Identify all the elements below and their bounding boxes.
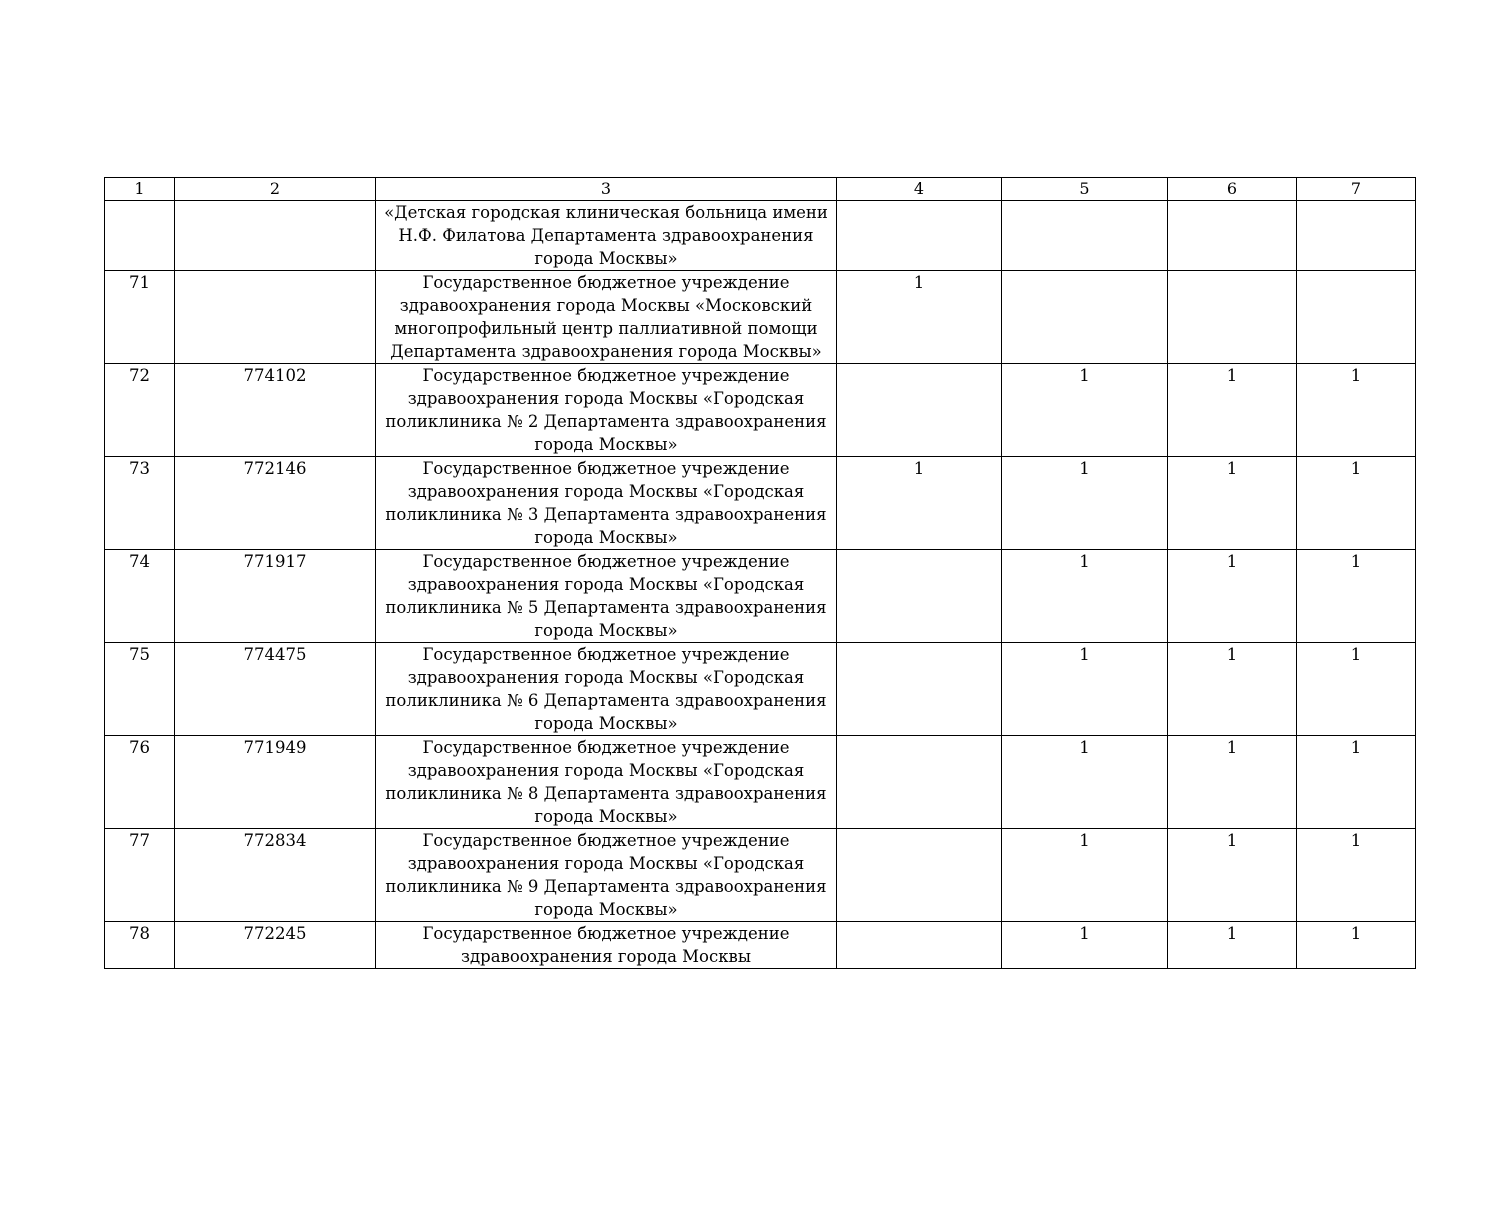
column-4-cell [837, 550, 1002, 643]
column-6-cell: 1 [1168, 550, 1297, 643]
column-7-cell: 1 [1297, 643, 1416, 736]
institution-name-line: здравоохранения города Москвы [461, 947, 751, 966]
column-5-cell: 1 [1002, 364, 1168, 457]
institution-name-line: здравоохранения города Москвы «Городская [407, 761, 805, 780]
institution-name-cell [376, 364, 837, 457]
institution-name-line: поликлиника № 9 Департамента здравоохранения [385, 877, 827, 896]
institution-name-line: поликлиника № 5 Департамента здравоохранения [385, 598, 827, 617]
column-5-cell: 1 [1002, 457, 1168, 550]
row-number-cell: 73 [105, 457, 175, 550]
row-number-cell: 76 [105, 736, 175, 829]
column-6-cell: 1 [1168, 364, 1297, 457]
row-number-cell: 75 [105, 643, 175, 736]
code-cell: 772146 [175, 457, 376, 550]
column-5-cell: 1 [1002, 736, 1168, 829]
row-number-cell: 71 [105, 271, 175, 364]
institution-name-line: «Детская городская клиническая больница имени [384, 203, 828, 222]
column-4-cell [837, 736, 1002, 829]
institution-name-line: Государственное бюджетное учреждение [422, 366, 790, 385]
column-6-cell: 1 [1168, 829, 1297, 922]
column-5-cell [1002, 271, 1168, 364]
column-5-cell: 1 [1002, 922, 1168, 969]
column-5-cell: 1 [1002, 829, 1168, 922]
column-6-cell: 1 [1168, 922, 1297, 969]
table-row [105, 643, 1416, 736]
column-6-cell: 1 [1168, 643, 1297, 736]
code-cell: 771917 [175, 550, 376, 643]
data-table [104, 177, 1416, 969]
column-6-cell [1168, 201, 1297, 271]
code-cell: 774102 [175, 364, 376, 457]
column-7-cell: 1 [1297, 457, 1416, 550]
institution-name-cell [376, 922, 837, 969]
institution-name-line: здравоохранения города Москвы «Городская [407, 854, 805, 873]
column-header-1: 1 [105, 178, 175, 201]
institution-name-line: города Москвы» [534, 435, 678, 454]
institution-name-cell [376, 201, 837, 271]
institution-name-cell [376, 550, 837, 643]
institution-name-line: поликлиника № 3 Департамента здравоохранения [385, 505, 827, 524]
institution-name-line: города Москвы» [534, 714, 678, 733]
column-7-cell [1297, 201, 1416, 271]
column-6-cell: 1 [1168, 736, 1297, 829]
column-header-7: 7 [1297, 178, 1416, 201]
column-4-cell: 1 [837, 457, 1002, 550]
institution-name-line: города Москвы» [534, 900, 678, 919]
column-7-cell: 1 [1297, 829, 1416, 922]
column-header-6: 6 [1168, 178, 1297, 201]
table-row [105, 550, 1416, 643]
table-row [105, 364, 1416, 457]
table-row [105, 201, 1416, 271]
table-row [105, 271, 1416, 364]
column-4-cell: 1 [837, 271, 1002, 364]
institution-name-line: здравоохранения города Москвы «Московский [399, 296, 813, 315]
institution-name-line: Государственное бюджетное учреждение [422, 831, 790, 850]
institution-name-line: здравоохранения города Москвы «Городская [407, 389, 805, 408]
institution-name-line: многопрофильный центр паллиативной помощи [394, 319, 818, 338]
table-body [105, 201, 1416, 969]
institution-name-line: Государственное бюджетное учреждение [422, 738, 790, 757]
column-6-cell [1168, 271, 1297, 364]
column-5-cell: 1 [1002, 550, 1168, 643]
code-cell: 771949 [175, 736, 376, 829]
column-4-cell [837, 922, 1002, 969]
institution-name-line: Государственное бюджетное учреждение [422, 924, 790, 943]
institution-name-cell [376, 457, 837, 550]
header-row [105, 178, 1416, 201]
institution-name-line: города Москвы» [534, 807, 678, 826]
institution-name-cell [376, 829, 837, 922]
code-cell: 774475 [175, 643, 376, 736]
column-6-cell: 1 [1168, 457, 1297, 550]
table-row [105, 736, 1416, 829]
table-row [105, 829, 1416, 922]
institution-name-line: Государственное бюджетное учреждение [422, 459, 790, 478]
column-7-cell: 1 [1297, 364, 1416, 457]
institution-name-line: города Москвы» [534, 621, 678, 640]
column-7-cell: 1 [1297, 736, 1416, 829]
column-4-cell [837, 364, 1002, 457]
column-7-cell: 1 [1297, 922, 1416, 969]
row-number-cell: 74 [105, 550, 175, 643]
institution-name-line: здравоохранения города Москвы «Городская [407, 482, 805, 501]
institution-name-cell [376, 643, 837, 736]
institution-name-line: поликлиника № 6 Департамента здравоохранения [385, 691, 827, 710]
institution-name-line: Государственное бюджетное учреждение [422, 645, 790, 664]
column-5-cell [1002, 201, 1168, 271]
institution-name-line: здравоохранения города Москвы «Городская [407, 668, 805, 687]
table-row [105, 457, 1416, 550]
row-number-cell [105, 201, 175, 271]
row-number-cell: 72 [105, 364, 175, 457]
institution-name-cell [376, 271, 837, 364]
institution-name-line: города Москвы» [534, 249, 678, 268]
column-5-cell: 1 [1002, 643, 1168, 736]
column-7-cell: 1 [1297, 550, 1416, 643]
institution-name-line: города Москвы» [534, 528, 678, 547]
institution-name-line: Государственное бюджетное учреждение [422, 552, 790, 571]
table-row [105, 922, 1416, 969]
column-header-4: 4 [837, 178, 1002, 201]
institution-name-line: Н.Ф. Филатова Департамента здравоохранения [398, 226, 814, 245]
column-4-cell [837, 201, 1002, 271]
column-header-5: 5 [1002, 178, 1168, 201]
table-header [105, 178, 1416, 201]
row-number-cell: 78 [105, 922, 175, 969]
institution-name-cell [376, 736, 837, 829]
institution-name-line: здравоохранения города Москвы «Городская [407, 575, 805, 594]
code-cell: 772834 [175, 829, 376, 922]
institution-name-line: Департамента здравоохранения города Москвы» [390, 342, 822, 361]
column-header-2: 2 [175, 178, 376, 201]
institution-name-line: поликлиника № 8 Департамента здравоохранения [385, 784, 827, 803]
code-cell [175, 201, 376, 271]
column-7-cell [1297, 271, 1416, 364]
row-number-cell: 77 [105, 829, 175, 922]
institution-name-line: Государственное бюджетное учреждение [422, 273, 790, 292]
column-header-3: 3 [376, 178, 837, 201]
code-cell: 772245 [175, 922, 376, 969]
code-cell [175, 271, 376, 364]
institution-name-line: поликлиника № 2 Департамента здравоохранения [385, 412, 827, 431]
column-4-cell [837, 643, 1002, 736]
column-4-cell [837, 829, 1002, 922]
